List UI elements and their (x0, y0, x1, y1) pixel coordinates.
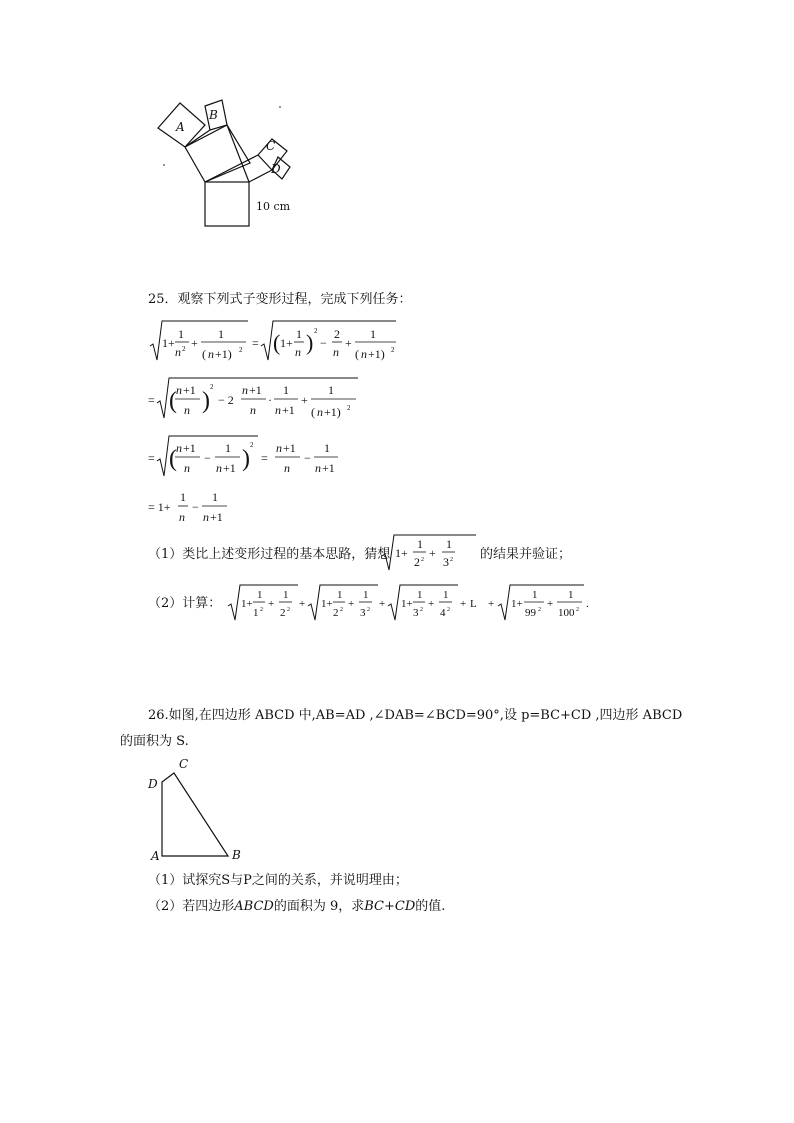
equation-line-1 (148, 318, 408, 366)
svg-text:=: = (148, 451, 155, 465)
svg-text:2: 2 (314, 327, 318, 335)
svg-text:+: + (299, 598, 306, 610)
q25-task2-sum (226, 582, 592, 624)
svg-text:+: + (348, 598, 355, 610)
svg-text:1: 1 (363, 589, 369, 601)
q26-task1: （1）试探究S与P之间的关系，并说明理由； (148, 873, 408, 888)
svg-text:+: + (428, 598, 435, 610)
svg-text:2: 2 (420, 607, 423, 613)
q26-task2-suffix: 的值. (415, 899, 446, 914)
svg-text:): ) (202, 388, 210, 414)
svg-text:+1: +1 (183, 383, 196, 397)
svg-text:+1: +1 (249, 383, 262, 397)
svg-text:n: n (242, 383, 248, 397)
svg-text:+: + (460, 598, 467, 610)
svg-text:(: ( (169, 388, 177, 414)
svg-text:2: 2 (421, 557, 424, 563)
svg-text:2: 2 (334, 327, 340, 341)
svg-text:(: ( (273, 330, 281, 355)
question-26-line-2: 的面积为 S. (120, 734, 189, 749)
svg-text:2: 2 (576, 607, 579, 613)
q26-task2-abcd: ABCD (234, 899, 274, 914)
svg-text:): ) (242, 446, 250, 472)
svg-text:n: n (175, 345, 181, 359)
svg-text:= 1+: = 1+ (148, 500, 171, 514)
svg-text:−: − (192, 500, 199, 514)
figure-label-a: A (176, 120, 185, 134)
svg-text:2: 2 (280, 607, 286, 619)
svg-text:2: 2 (450, 557, 453, 563)
svg-text:1: 1 (225, 441, 231, 455)
svg-text:n: n (275, 403, 281, 417)
svg-text:1: 1 (218, 327, 224, 341)
svg-text:+: + (268, 598, 275, 610)
svg-text:2: 2 (287, 607, 290, 613)
svg-text:− 2: − 2 (218, 393, 234, 407)
svg-text:n: n (176, 383, 182, 397)
svg-text:1+: 1+ (321, 598, 333, 610)
svg-text:n: n (295, 345, 301, 359)
svg-text:2: 2 (414, 555, 420, 569)
svg-text:2: 2 (391, 346, 395, 354)
svg-text:n: n (315, 461, 321, 475)
q26-task2 (148, 899, 445, 915)
q25-task1-suffix: 的结果并验证； (480, 547, 572, 562)
figure-label-d: D (271, 162, 281, 176)
svg-text:2: 2 (260, 607, 263, 613)
svg-text:=: = (252, 336, 259, 350)
svg-text:+: + (547, 598, 554, 610)
svg-text:2: 2 (239, 346, 243, 354)
svg-text:1+: 1+ (280, 336, 293, 350)
svg-text:n: n (184, 461, 190, 475)
question-26-line-1: 26.如图,在四边形 ABCD 中,AB=AD ,∠DAB=∠BCD=90°,设 p=BC+CD ,四边形 ABCD (148, 708, 683, 723)
svg-text:2: 2 (250, 441, 254, 449)
figure-label-c: C (266, 139, 276, 153)
svg-text:2: 2 (333, 607, 339, 619)
svg-text:1: 1 (283, 383, 289, 397)
svg-text:1: 1 (180, 490, 186, 504)
svg-text:+1): +1) (324, 405, 341, 419)
figure-size-label: 10 cm (256, 200, 291, 213)
figure-label-a: A (151, 849, 160, 863)
svg-text:1: 1 (532, 589, 538, 601)
ellipsis-symbol: L (470, 598, 477, 610)
svg-text:+1): +1) (368, 347, 385, 361)
svg-text:2: 2 (447, 607, 450, 613)
svg-text:+: + (379, 598, 386, 610)
svg-text:+1: +1 (223, 461, 236, 475)
svg-text:1+: 1+ (162, 336, 175, 350)
svg-text:−: − (204, 451, 211, 465)
svg-text:n: n (361, 347, 367, 361)
svg-text:n: n (333, 345, 339, 359)
svg-text:1: 1 (178, 327, 184, 341)
equation-line-3 (148, 432, 348, 480)
svg-text:(: ( (169, 446, 177, 472)
svg-text:n: n (208, 347, 214, 361)
svg-text:=: = (261, 451, 268, 465)
svg-text:−: − (320, 336, 327, 350)
svg-text:+: + (345, 336, 352, 350)
svg-text:n: n (216, 461, 222, 475)
svg-text:n: n (317, 405, 323, 419)
svg-text:n: n (250, 403, 256, 417)
svg-text:1+: 1+ (241, 598, 253, 610)
svg-text:1: 1 (337, 589, 343, 601)
svg-text:2: 2 (182, 345, 186, 353)
svg-text:1: 1 (443, 589, 449, 601)
svg-text:+: + (191, 336, 198, 350)
q26-task2-mid: 的面积为 9，求 (273, 899, 365, 914)
svg-text:3: 3 (443, 555, 449, 569)
svg-text:n: n (276, 441, 282, 455)
svg-text:1: 1 (417, 589, 423, 601)
equation-line-2 (148, 374, 368, 424)
svg-text:2: 2 (340, 607, 343, 613)
figure-label-c: C (179, 757, 189, 771)
svg-text:3: 3 (360, 607, 366, 619)
svg-text:): ) (306, 330, 314, 355)
svg-text:n: n (176, 441, 182, 455)
svg-text:1: 1 (328, 383, 334, 397)
svg-text:(: ( (311, 405, 315, 419)
svg-text:1: 1 (568, 589, 574, 601)
svg-text:2: 2 (538, 607, 541, 613)
svg-text:n: n (179, 510, 185, 524)
svg-text:1+: 1+ (511, 598, 523, 610)
svg-text:+1): +1) (215, 347, 232, 361)
svg-text:+: + (488, 598, 495, 610)
svg-text:1: 1 (370, 327, 376, 341)
svg-text:99: 99 (525, 607, 536, 619)
svg-text:(: ( (355, 347, 359, 361)
svg-text:+1: +1 (282, 403, 295, 417)
svg-text:1: 1 (446, 537, 452, 551)
figure-label-b: B (209, 108, 218, 122)
equation-line-4 (148, 486, 258, 528)
svg-text:100: 100 (558, 607, 575, 619)
svg-text:2: 2 (347, 404, 351, 412)
svg-text:+1: +1 (210, 510, 223, 524)
svg-text:1: 1 (283, 589, 289, 601)
svg-text:+: + (429, 546, 436, 560)
svg-text:1: 1 (296, 327, 302, 341)
svg-text:1: 1 (257, 589, 263, 601)
svg-text:2: 2 (210, 383, 214, 391)
svg-text:1+: 1+ (401, 598, 413, 610)
svg-text:(: ( (202, 347, 206, 361)
svg-text:.: . (586, 598, 589, 610)
svg-text:1: 1 (417, 537, 423, 551)
q25-task1-prefix: （1）类比上述变形过程的基本思路，猜想 (148, 547, 391, 562)
svg-text:−: − (304, 451, 311, 465)
svg-text:+1: +1 (322, 461, 335, 475)
svg-text:1: 1 (253, 607, 259, 619)
q25-task1-radical (380, 532, 480, 574)
svg-text:·: · (268, 393, 272, 407)
svg-text:=: = (148, 393, 155, 407)
svg-text:1: 1 (324, 441, 330, 455)
svg-text:n: n (284, 461, 290, 475)
svg-text:n: n (203, 510, 209, 524)
svg-text:1+: 1+ (395, 546, 408, 560)
svg-text:1: 1 (212, 490, 218, 504)
svg-text:n: n (184, 403, 190, 417)
question-25-intro: 25．观察下列式子变形过程，完成下列任务： (148, 292, 412, 307)
figure-label-d: D (148, 777, 158, 791)
svg-text:+1: +1 (283, 441, 296, 455)
q25-task2-prefix: （2）计算： (148, 596, 222, 611)
svg-text:+: + (301, 393, 308, 407)
svg-text:3: 3 (413, 607, 419, 619)
svg-text:+1: +1 (183, 441, 196, 455)
svg-text:2: 2 (367, 607, 370, 613)
svg-text:4: 4 (440, 607, 446, 619)
q26-task2-expr: BC+CD (364, 899, 416, 914)
figure-label-b: B (232, 848, 241, 862)
q26-task2-prefix: （2）若四边形 (148, 899, 235, 914)
